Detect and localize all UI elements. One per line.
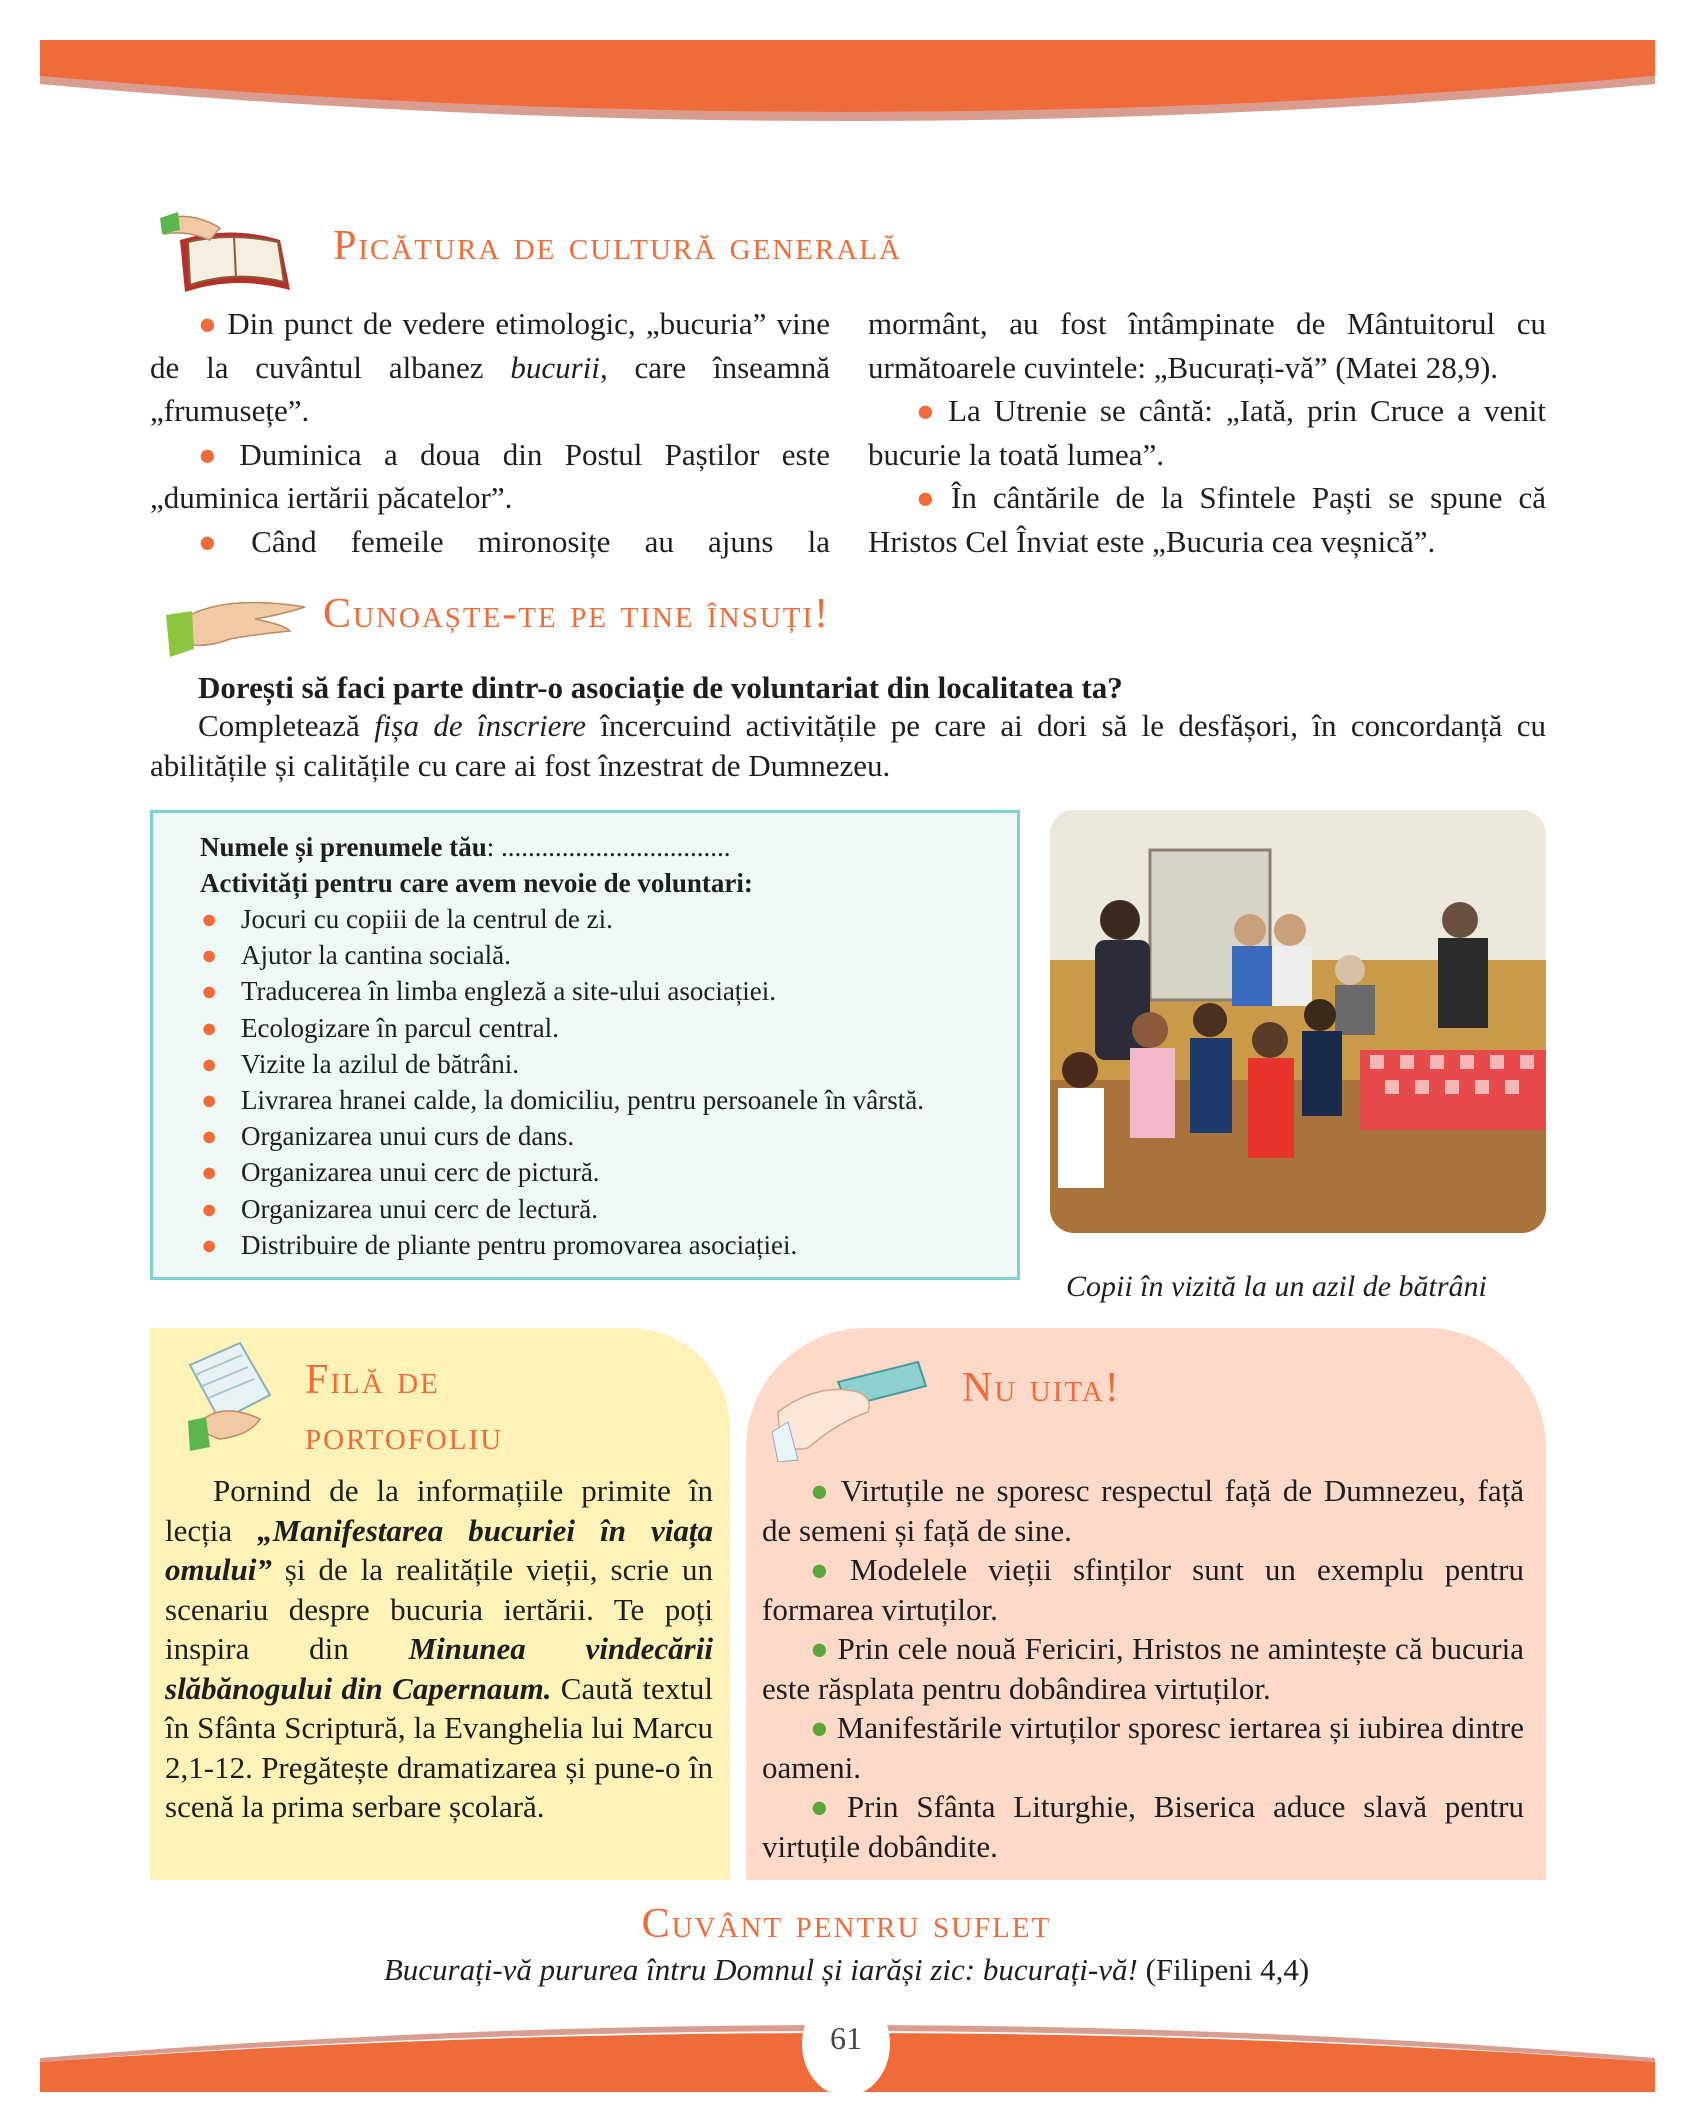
culture-left-column — [150, 302, 830, 563]
know-instruction — [150, 706, 1546, 786]
page-number: 61 — [830, 2020, 862, 2056]
bullet-icon: ● — [201, 1121, 218, 1152]
note-hand-icon — [768, 1352, 928, 1462]
bullet-icon: ● — [201, 1012, 218, 1043]
remember-list — [762, 1471, 1524, 1866]
name-value[interactable]: : .................................. — [486, 832, 731, 862]
culture-paragraph-3: ● Când femeile mironosițe au ajuns la — [198, 523, 830, 559]
open-hand-icon — [160, 585, 310, 665]
portfolio-title-line: portofoliu — [305, 1413, 504, 1459]
culture-text: Duminica a doua din Postul Paștilor este „duminica iertării păcatelor”. — [150, 436, 830, 515]
photo-illustration — [1050, 810, 1546, 1233]
culture-paragraph-6: ● În cântările de la Sfintele Paști se spune că Hristos Cel Înviat este „Bucuria cea veșnică”. — [868, 480, 1546, 559]
bullet-icon: ● — [201, 1229, 218, 1260]
activities-label: Activități pentru care avem nevoie de voluntari: — [200, 868, 753, 898]
name-field — [200, 829, 731, 865]
remember-text: Prin Sfânta Liturghie, Biserica aduce slavă pentru virtuțile dobândite. — [762, 1789, 1524, 1864]
portfolio-miracle-title: Minunea vindecării slăbănogului din Capernaum. — [165, 1631, 713, 1706]
activity-label: Ecologizare în parcul central. — [241, 1012, 559, 1043]
instruction-italic: fișa de înscriere — [374, 708, 587, 743]
culture-text: Când femeile mironosițe au ajuns la — [251, 523, 830, 559]
remember-text: Virtuțile ne sporesc respectul față de Dumnezeu, față de semeni și față de sine. — [762, 1473, 1524, 1548]
nursing-home-photo — [1050, 810, 1546, 1233]
remember-item: ● Prin Sfânta Liturghie, Biserica aduce slavă pentru virtuțile dobândite. — [762, 1789, 1524, 1864]
culture-paragraph-1: ● Din punct de vedere etimologic, „bucuria” vine de la cuvântul albanez bucurii, care înseamnă „frumusețe”. — [150, 306, 831, 428]
portfolio-plain: și de la realitățile vieții, scrie un scenariu despre bucuria iertării. Te poți inspira din — [165, 1552, 713, 1666]
portfolio-heading — [305, 1352, 503, 1464]
instruction-text: Completează — [198, 708, 360, 743]
activity-item[interactable] — [153, 1082, 1018, 1118]
photo-caption: Copii în vizită la un azil de bătrâni — [1066, 1270, 1487, 1303]
bullet-icon: ● — [201, 1085, 218, 1116]
activity-label: Organizarea unui curs de dans. — [241, 1121, 575, 1152]
activity-item[interactable] — [153, 1010, 1018, 1046]
instruction-text: încercuind activitățile pe care ai dori să le desfășori, în concordanță cu abilitățile și calitățile cu care ai fost înzestrat de Dumnezeu. — [150, 708, 1547, 783]
culture-paragraph-4: mormânt, au fost întâmpinate de Mântuitorul cu următoarele cuvintele: „Bucurați-vă” (Matei 28,9). — [868, 306, 1546, 385]
know-heading: Cunoaște-te pe tine însuți! — [323, 591, 831, 637]
activity-item[interactable] — [153, 1227, 1018, 1263]
activity-item[interactable] — [153, 937, 1018, 973]
activity-item[interactable] — [153, 1118, 1018, 1154]
bottom-banner — [0, 2000, 1693, 2126]
bullet-icon: ● — [201, 1048, 218, 1079]
activity-label: Livrarea hranei calde, la domiciliu, pentru persoanele în vârstă. — [241, 1085, 924, 1116]
activity-label: Distribuire de pliante pentru promovarea asociației. — [241, 1229, 798, 1260]
bullet-icon: ● — [201, 976, 218, 1007]
culture-paragraph-5: ● La Utrenie se cântă: „Iată, prin Cruce a venit bucurie la toată lumea”. — [868, 393, 1546, 472]
culture-text: La Utrenie se cântă: „Iată, prin Cruce a venit bucurie la toată lumea”. — [868, 393, 1546, 472]
bullet-icon: ● — [201, 1157, 218, 1188]
remember-item: ● Modelele vieții sfinților sunt un exemplu pentru formarea virtuților. — [762, 1552, 1524, 1627]
culture-text: Din punct de vedere etimologic, „bucuria” vine de la cuvântul albanez — [150, 306, 830, 385]
registration-form — [150, 810, 1020, 1280]
culture-right-column — [868, 302, 1546, 563]
remember-item: ● Prin cele nouă Fericiri, Hristos ne amintește că bucuria este răsplata pentru dobândirea virtuților. — [762, 1631, 1524, 1706]
name-label: Numele și prenumele tău — [200, 832, 487, 862]
soul-quote-text: Bucurați-vă pururea întru Domnul și iarăși zic: bucurați-vă! — [383, 1952, 1138, 1987]
remember-item: ● Manifestările virtuților sporesc iertarea și iubirea dintre oameni. — [762, 1710, 1524, 1785]
activity-item[interactable] — [153, 1154, 1018, 1190]
culture-heading: Picătura de cultură generală — [333, 223, 902, 269]
activity-label: Ajutor la cantina socială. — [241, 940, 511, 971]
soul-quote-reference: (Filipeni 4,4) — [1137, 1952, 1310, 1987]
portfolio-title-line: Filă de — [305, 1357, 440, 1403]
soul-heading: Cuvânt pentru suflet — [641, 1901, 1052, 1947]
activity-item[interactable] — [153, 1046, 1018, 1082]
activity-label: Organizarea unui cerc de pictură. — [241, 1157, 600, 1188]
bullet-icon: ● — [201, 1193, 218, 1224]
culture-italic-word: bucurii — [510, 349, 600, 385]
culture-paragraph-2: ● Duminica a doua din Postul Paștilor este „duminica iertării păcatelor”. — [150, 436, 830, 515]
portfolio-plain: Pornind de la informațiile primite în lecția — [165, 1473, 713, 1548]
activity-label: Vizite la azilul de bătrâni. — [241, 1048, 520, 1079]
book-hand-icon — [160, 200, 310, 300]
scroll-hand-icon — [170, 1335, 290, 1455]
portfolio-plain: Caută textul în Sfânta Scriptură, la Evanghelia lui Marcu 2,1-12. Pregătește dramatizarea și pune-o în scenă la prima serbare școlară. — [165, 1670, 714, 1824]
activity-item[interactable] — [153, 901, 1018, 937]
soul-quote — [0, 1952, 1693, 1988]
activities-list — [153, 901, 1018, 1263]
portfolio-text — [165, 1471, 713, 1827]
remember-heading: Nu uita! — [962, 1365, 1121, 1411]
remember-text: Manifestările virtuților sporesc iertarea și iubirea dintre oameni. — [762, 1710, 1524, 1785]
portfolio-lesson-title: „Manifestarea bucuriei în viața omului” — [165, 1512, 713, 1587]
culture-text: În cântările de la Sfintele Paști se spune că Hristos Cel Înviat este „Bucuria cea veșnică”. — [868, 480, 1546, 559]
activity-label: Jocuri cu copiii de la centrul de zi. — [241, 904, 613, 934]
top-banner — [0, 0, 1693, 140]
activity-item[interactable] — [153, 973, 1018, 1009]
remember-text: Modelele vieții sfinților sunt un exemplu pentru formarea virtuților. — [762, 1552, 1524, 1627]
bullet-icon: ● — [201, 940, 218, 971]
remember-text: Prin cele nouă Fericiri, Hristos ne amintește că bucuria este răsplata pentru dobândirea virtuților. — [762, 1631, 1524, 1706]
activity-label: Organizarea unui cerc de lectură. — [241, 1193, 599, 1224]
activity-label: Traducerea în limba engleză a site-ului asociației. — [241, 976, 777, 1007]
bullet-icon: ● — [201, 904, 218, 934]
remember-item: ● Virtuțile ne sporesc respectul față de Dumnezeu, față de semeni și față de sine. — [762, 1473, 1524, 1548]
activity-item[interactable] — [153, 1191, 1018, 1227]
know-question: Dorești să faci parte dintr-o asociație de voluntariat din localitatea ta? — [198, 670, 1123, 705]
culture-text: , care înseamnă „frumusețe”. — [150, 349, 831, 428]
